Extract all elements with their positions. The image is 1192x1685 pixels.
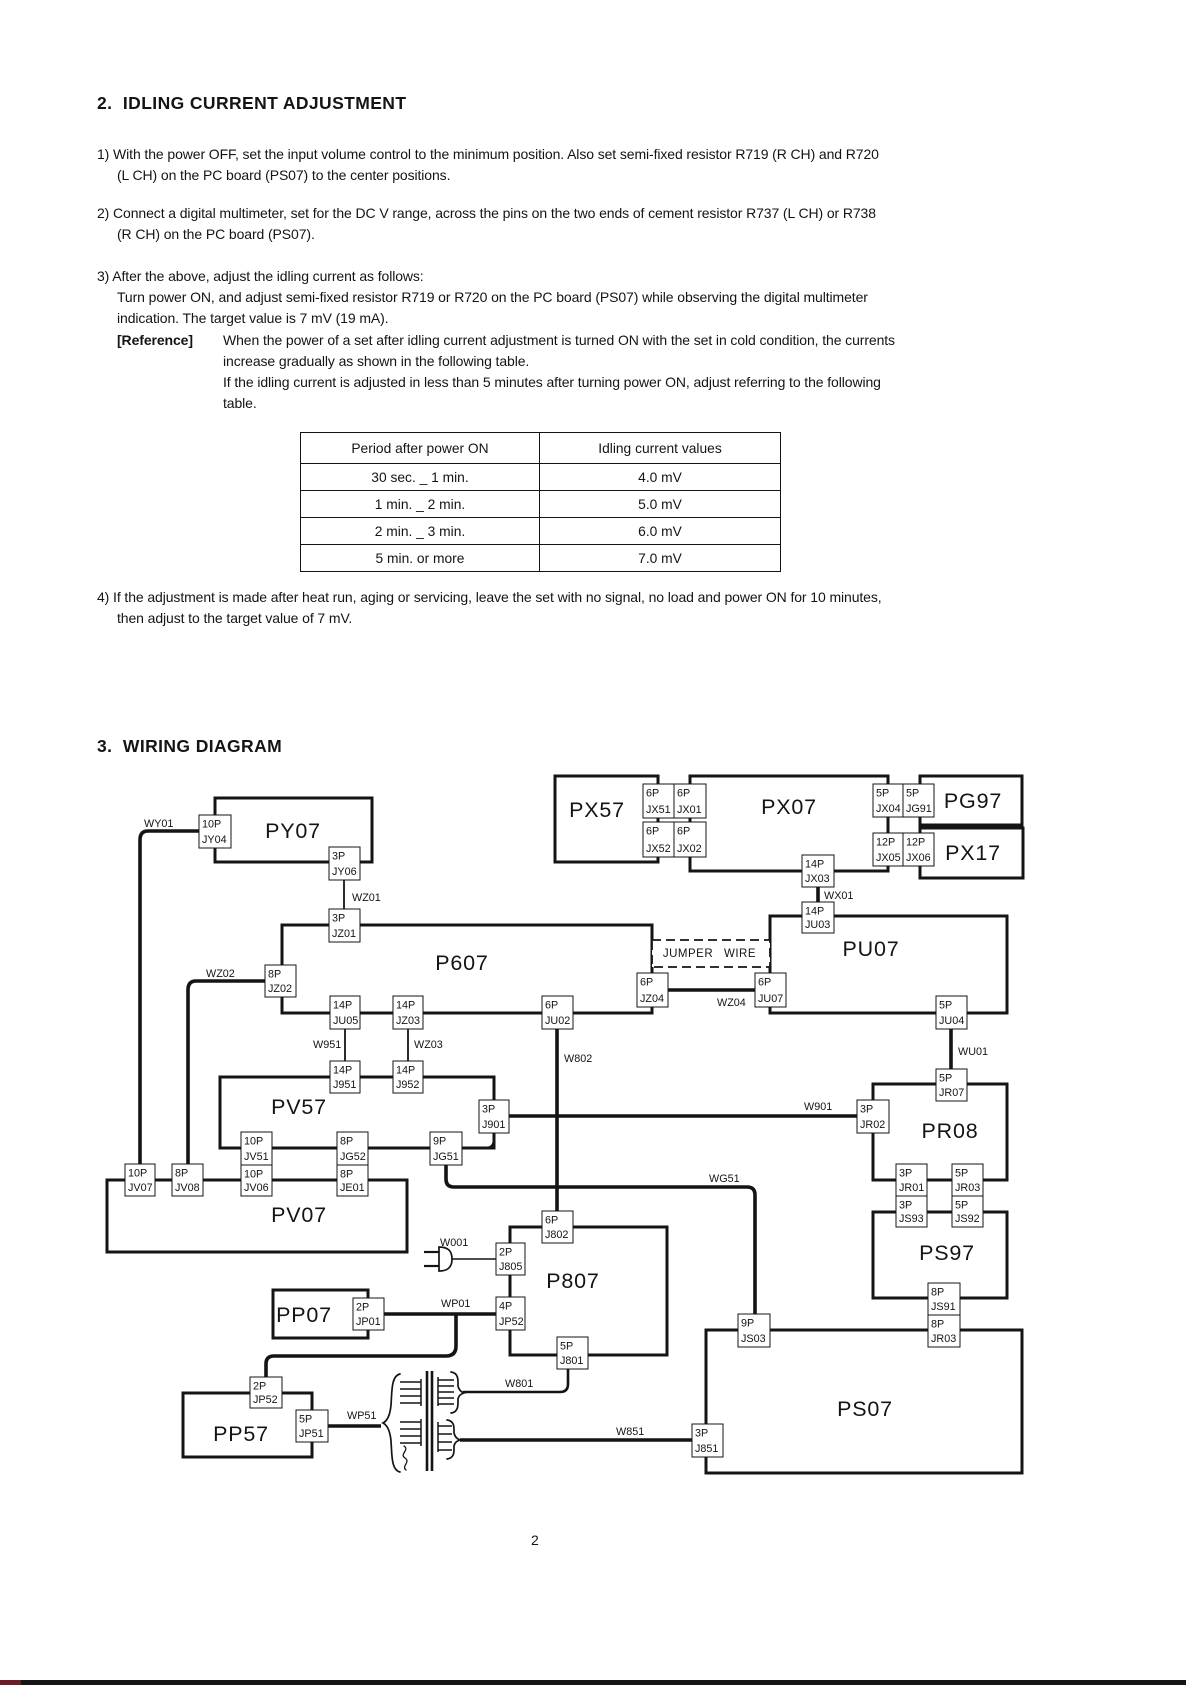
- board-label-PU07: PU07: [842, 937, 900, 961]
- connector-name: JG52: [340, 1151, 366, 1163]
- connector-JZ03: [393, 996, 423, 1029]
- step3-line3: indication. The target value is 7 mV (19 mA).: [117, 310, 389, 326]
- connector-JP01: [353, 1298, 384, 1330]
- connector-pins: 14P: [805, 858, 825, 871]
- step2-line2: (R CH) on the PC board (PS07).: [117, 226, 315, 242]
- connector-name: JV07: [128, 1182, 153, 1194]
- connector-name: JR02: [860, 1119, 886, 1131]
- connector-JP52-P807: [496, 1297, 525, 1330]
- connector-name: JP52: [499, 1316, 524, 1328]
- connector-name: JU04: [939, 1015, 965, 1027]
- connector-name: JR03: [955, 1182, 981, 1194]
- connector-J952: [393, 1061, 423, 1093]
- connector-JX02: [674, 822, 706, 857]
- connector-JG52: [337, 1132, 368, 1165]
- connector-name: J901: [482, 1119, 506, 1131]
- connector-name: J952: [396, 1079, 420, 1091]
- page-number: 2: [531, 1532, 539, 1548]
- connector-name: JR01: [899, 1182, 925, 1194]
- connector-JS91: [928, 1283, 960, 1315]
- connector-name: JU07: [758, 993, 784, 1005]
- step4-line2: then adjust to the target value of 7 mV.: [117, 610, 353, 626]
- connector-JX51: [643, 784, 674, 818]
- jumper-wire-label: JUMPER: [662, 948, 714, 960]
- table-cell: 5 min. or more: [301, 545, 540, 572]
- connector-JX01: [674, 784, 706, 818]
- section3-heading: 3. WIRING DIAGRAM: [97, 736, 283, 756]
- table-cell: 30 sec. _ 1 min.: [301, 464, 540, 491]
- connector-name: JS91: [931, 1301, 956, 1313]
- connector-name: JV06: [244, 1182, 269, 1194]
- connector-JG91: [903, 784, 934, 817]
- wire-label-WU01: WU01: [958, 1046, 988, 1058]
- connector-name: JU05: [333, 1015, 359, 1027]
- connector-name: JP51: [299, 1428, 324, 1440]
- scan-strip-segment: [0, 1680, 21, 1685]
- board-PX07: [690, 776, 888, 871]
- connector-JU02: [542, 996, 573, 1029]
- connector-pins: 5P: [939, 999, 953, 1012]
- connector-pins: 5P: [876, 787, 890, 800]
- section2-heading: 2. IDLING CURRENT ADJUSTMENT: [97, 93, 407, 113]
- wire-label-WX01: WX01: [824, 890, 854, 902]
- wire-label-WY01: WY01: [144, 818, 174, 830]
- wire-label-W802: W802: [564, 1053, 593, 1065]
- connector-name: JZ01: [332, 928, 357, 940]
- connector-pins: 6P: [646, 825, 660, 838]
- table-cell: 7.0 mV: [540, 545, 781, 572]
- connector-JU03: [802, 902, 834, 933]
- connector-JU04: [936, 996, 967, 1029]
- connector-name: JX04: [876, 803, 901, 815]
- connector-JX03: [802, 855, 834, 887]
- connector-pins: 6P: [677, 825, 691, 838]
- reference-label: [Reference]: [117, 332, 193, 348]
- connector-JX52: [643, 822, 674, 857]
- connector-name: JU03: [805, 919, 831, 931]
- connector-JX05: [873, 833, 903, 866]
- connector-name: JU02: [545, 1015, 571, 1027]
- jumper-wire-label: WIRE: [723, 948, 757, 960]
- wire-label-WP51: WP51: [347, 1410, 377, 1422]
- connector-pins: 9P: [433, 1135, 447, 1148]
- connector-pins: 8P: [931, 1286, 945, 1299]
- table-header: Idling current values: [540, 433, 781, 464]
- wire-label-W801: W801: [505, 1378, 534, 1390]
- connector-name: JZ02: [268, 983, 293, 995]
- connector-JZ01: [329, 909, 360, 942]
- table-header: Period after power ON: [301, 433, 540, 464]
- transformer-icon: [383, 1371, 464, 1472]
- connector-pins: 12P: [906, 836, 926, 849]
- connector-pins: 3P: [482, 1103, 496, 1116]
- connector-JV06: [241, 1165, 272, 1196]
- connector-name: J802: [545, 1229, 569, 1241]
- connector-pins: 8P: [268, 968, 282, 981]
- table-cell: 5.0 mV: [540, 491, 781, 518]
- connector-pins: 3P: [332, 912, 346, 925]
- connector-J851: [692, 1424, 723, 1457]
- wire-label-W951: W951: [313, 1039, 342, 1051]
- board-label-PS97: PS97: [919, 1241, 975, 1265]
- step1-line2: (L CH) on the PC board (PS07) to the center positions.: [117, 167, 451, 183]
- connector-pins: 5P: [939, 1072, 953, 1085]
- board-label-PV07: PV07: [271, 1203, 327, 1227]
- connector-pins: 3P: [899, 1199, 913, 1212]
- connector-pins: 3P: [695, 1427, 709, 1440]
- connector-name: JX01: [677, 804, 702, 816]
- connector-JV08: [172, 1164, 203, 1196]
- connector-JS92: [952, 1196, 983, 1227]
- connector-name: JS92: [955, 1213, 980, 1225]
- connector-name: JX51: [646, 804, 671, 816]
- board-PP57: [183, 1393, 312, 1457]
- connector-J801: [557, 1337, 588, 1369]
- connector-pins: 6P: [646, 787, 660, 800]
- reference-line2: increase gradually as shown in the following table.: [223, 353, 530, 369]
- connector-JU05: [330, 996, 360, 1029]
- connector-pins: 5P: [955, 1167, 969, 1180]
- connector-pins: 2P: [499, 1246, 513, 1259]
- board-label-PS07: PS07: [837, 1397, 893, 1421]
- connector-JP51: [296, 1410, 328, 1442]
- connector-pins: 8P: [931, 1318, 945, 1331]
- connector-name: JX03: [805, 873, 830, 885]
- connector-JU07: [755, 973, 786, 1007]
- connector-JV51: [241, 1132, 272, 1165]
- connector-pins: 5P: [299, 1413, 313, 1426]
- step3-line1: 3) After the above, adjust the idling current as follows:: [97, 268, 424, 284]
- step3-line2: Turn power ON, and adjust semi-fixed resistor R719 or R720 on the PC board (PS07) while observing the digital multimeter: [117, 289, 868, 305]
- board-label-P807: P807: [546, 1269, 600, 1293]
- connector-JV07: [125, 1164, 155, 1196]
- connector-pins: 12P: [876, 836, 896, 849]
- connector-JP52-PP57: [250, 1377, 282, 1408]
- connector-name: JX52: [646, 843, 671, 855]
- connector-pins: 8P: [340, 1168, 354, 1181]
- connector-name: J851: [695, 1443, 719, 1455]
- table-cell: 1 min. _ 2 min.: [301, 491, 540, 518]
- wire-label-WZ02: WZ02: [206, 968, 235, 980]
- board-label-P607: P607: [435, 951, 489, 975]
- connector-J901: [479, 1100, 509, 1133]
- connector-J951: [330, 1061, 360, 1093]
- reference-line4: table.: [223, 395, 257, 411]
- reference-line1: When the power of a set after idling current adjustment is turned ON with the set in cold condition, the currents: [223, 332, 895, 348]
- connector-name: JV51: [244, 1151, 269, 1163]
- wire-label-WZ04: WZ04: [717, 997, 746, 1009]
- board-label-PR08: PR08: [921, 1119, 979, 1143]
- connector-pins: 2P: [356, 1301, 370, 1314]
- step4-line1: 4) If the adjustment is made after heat run, aging or servicing, leave the set with no signal, no load and power ON for 10 minutes,: [97, 589, 882, 605]
- wire-label-WG51: WG51: [709, 1173, 740, 1185]
- board-label-PX07: PX07: [761, 795, 817, 819]
- connector-JZ04: [637, 973, 668, 1007]
- connector-pins: 10P: [202, 818, 222, 831]
- connector-J802: [542, 1211, 573, 1243]
- connector-pins: 2P: [253, 1380, 267, 1393]
- connector-JR02: [857, 1100, 889, 1133]
- connector-pins: 6P: [640, 976, 654, 989]
- connector-name: JY06: [332, 866, 357, 878]
- board-PX17: [920, 828, 1023, 878]
- connector-name: JG91: [906, 803, 932, 815]
- wire-label-W001: W001: [440, 1237, 469, 1249]
- wire-label-WP01: WP01: [441, 1298, 471, 1310]
- wire-label-WZ01: WZ01: [352, 892, 381, 904]
- connector-pins: 14P: [805, 905, 825, 918]
- connector-JX04: [873, 784, 903, 817]
- step1-line1: 1) With the power OFF, set the input volume control to the minimum position. Also set semi-fixed resistor R719 (R CH) and R720: [97, 146, 879, 162]
- wire-label-WZ03: WZ03: [414, 1039, 443, 1051]
- board-PG97: [920, 776, 1022, 825]
- connector-name: J801: [560, 1355, 584, 1367]
- connector-pins: 14P: [333, 999, 353, 1012]
- connector-name: JS03: [741, 1333, 766, 1345]
- connector-name: JG51: [433, 1151, 459, 1163]
- connector-JR03-PR08: [952, 1164, 983, 1196]
- connector-name: JP52: [253, 1394, 278, 1406]
- connector-name: JY04: [202, 834, 227, 846]
- board-PS07: [706, 1330, 1022, 1473]
- connector-JE01: [337, 1165, 368, 1196]
- connector-name: JZ03: [396, 1015, 421, 1027]
- connector-JR07: [936, 1069, 967, 1101]
- connector-J805: [496, 1243, 525, 1275]
- board-label-PY07: PY07: [265, 819, 321, 843]
- connector-pins: 14P: [396, 1064, 416, 1077]
- board-P807: [510, 1227, 667, 1355]
- connector-pins: 10P: [244, 1168, 264, 1181]
- connector-JY04: [199, 815, 231, 848]
- wire-label-W901: W901: [804, 1101, 833, 1113]
- connector-pins: 3P: [860, 1103, 874, 1116]
- board-label-PX17: PX17: [945, 841, 1001, 865]
- connector-pins: 10P: [244, 1135, 264, 1148]
- connector-pins: 3P: [899, 1167, 913, 1180]
- connector-JG51: [430, 1132, 462, 1165]
- connector-pins: 3P: [332, 850, 346, 863]
- board-label-PV57: PV57: [271, 1095, 327, 1119]
- connector-name: JV08: [175, 1182, 200, 1194]
- table-cell: 2 min. _ 3 min.: [301, 518, 540, 545]
- wire-WY01: [140, 831, 205, 1170]
- connector-pins: 14P: [333, 1064, 353, 1077]
- board-label-PX57: PX57: [569, 798, 625, 822]
- connector-pins: 6P: [677, 787, 691, 800]
- jumper-wire-box: [652, 940, 770, 967]
- connector-name: JX06: [906, 852, 931, 864]
- ac-plug-icon: [424, 1247, 452, 1271]
- connector-pins: 6P: [758, 976, 772, 989]
- board-label-PG97: PG97: [943, 789, 1003, 813]
- connector-pins: 14P: [396, 999, 416, 1012]
- connector-name: JX05: [876, 852, 901, 864]
- connector-name: JR03: [931, 1333, 957, 1345]
- connector-pins: 9P: [741, 1317, 755, 1330]
- connector-pins: 10P: [128, 1167, 148, 1180]
- connector-pins: 5P: [906, 787, 920, 800]
- connector-JX06: [903, 833, 934, 866]
- connector-JS03: [738, 1314, 770, 1347]
- wire-label-W851: W851: [616, 1426, 645, 1438]
- board-label-PP07: PP07: [276, 1303, 332, 1327]
- connector-name: JP01: [356, 1316, 381, 1328]
- board-label-PP57: PP57: [213, 1422, 269, 1446]
- connector-name: J805: [499, 1261, 523, 1273]
- connector-name: JS93: [899, 1213, 924, 1225]
- connector-JR01: [896, 1164, 927, 1196]
- connector-name: JR07: [939, 1087, 965, 1099]
- connector-pins: 8P: [340, 1135, 354, 1148]
- connector-name: JX02: [677, 843, 702, 855]
- connector-pins: 5P: [560, 1340, 574, 1353]
- connector-pins: 6P: [545, 999, 559, 1012]
- connector-JZ02: [265, 965, 296, 997]
- table-cell: 4.0 mV: [540, 464, 781, 491]
- connector-pins: 4P: [499, 1300, 513, 1313]
- scan-strip-segment: [21, 1680, 1186, 1685]
- connector-pins: 8P: [175, 1167, 189, 1180]
- connector-JY06: [329, 847, 360, 880]
- connector-name: JZ04: [640, 993, 665, 1005]
- connector-pins: 5P: [955, 1199, 969, 1212]
- connector-pins: 6P: [545, 1214, 559, 1227]
- connector-JS93: [896, 1196, 927, 1227]
- connector-JR03-PS07: [928, 1315, 960, 1347]
- reference-line3: If the idling current is adjusted in less than 5 minutes after turning power ON, adjust referring to the following: [223, 374, 881, 390]
- connector-name: J951: [333, 1079, 357, 1091]
- connector-name: JE01: [340, 1182, 365, 1194]
- step2-line1: 2) Connect a digital multimeter, set for the DC V range, across the pins on the two ends of cement resistor R737 (L CH) or R738: [97, 205, 876, 221]
- table-cell: 6.0 mV: [540, 518, 781, 545]
